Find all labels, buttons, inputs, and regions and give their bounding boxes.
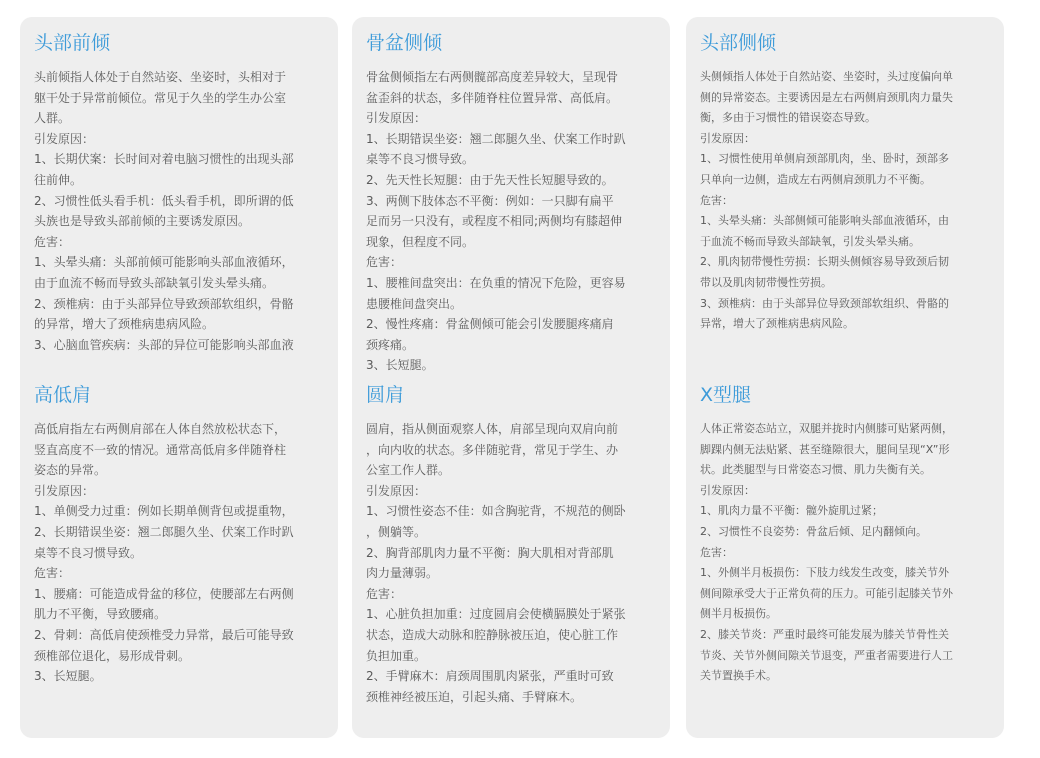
text-line: 状态，造成大动脉和腔静脉被压迫，使心脏工作	[366, 627, 619, 642]
text-line: 头族也是导致头部前倾的主要诱发原因。	[34, 214, 251, 229]
card-body	[700, 67, 990, 335]
card-title: 头部前倾	[34, 32, 111, 54]
text-line: 人群。	[34, 111, 71, 126]
text-line: ，侧躺等。	[366, 524, 427, 539]
text-line: 颈椎部位退化，易形成骨刺。	[34, 648, 191, 663]
text-line: 2、习惯性不良姿势：骨盆后倾、足内翻倾向。	[700, 524, 927, 538]
card-head-tilt	[686, 17, 1004, 375]
card-title: 高低肩	[34, 384, 92, 406]
text-line: 负担加重。	[366, 648, 427, 663]
text-line: 1、单侧受力过重：例如长期单侧背包或提重物，	[34, 504, 294, 519]
text-line: 2、肌肉韧带慢性劳损：长期头侧倾容易导致颈后韧	[700, 255, 949, 269]
text-line: 桌等不良习惯导致。	[366, 152, 475, 167]
card-title: 骨盆侧倾	[366, 32, 443, 54]
text-line: 只单向一边侧，造成左右两侧肩颈肌力不平衡。	[700, 172, 931, 186]
card-pelvic-tilt	[352, 17, 670, 375]
text-line: 肉力量薄弱。	[366, 566, 439, 581]
text-line: 头侧倾指人体处于自然站姿、坐姿时，头过度偏向单	[700, 70, 953, 83]
text-line: 关节置换手术。	[700, 669, 777, 683]
text-line: 2、骨刺：高低肩使颈椎受力异常，最后可能导致	[34, 627, 294, 642]
text-line: 于血流不畅而导致头部缺氧，引发头晕头痛。	[700, 234, 920, 248]
text-line: 节炎、关节外侧间隙关节退变，严重者需要进行人工	[700, 648, 953, 662]
text-line: 2、颈椎病：由于头部异位导致颈部软组织，骨骼	[34, 296, 294, 311]
text-line: 桌等不良习惯导致。	[34, 545, 143, 560]
text-line: 带以及肌肉韧带慢性劳损。	[700, 275, 832, 289]
text-line: 颈疼痛。	[366, 337, 415, 352]
text-line: 1、肌肉力量不平衡：髋外旋肌过紧；	[700, 504, 883, 518]
text-line: 足而另一只没有，或程度不相同;两侧均有膝超伸	[366, 214, 623, 229]
text-line: 1、习惯性姿态不佳：如含胸驼背，不规范的侧卧	[366, 504, 626, 519]
text-line: 引发原因：	[34, 131, 95, 146]
text-line: 盆歪斜的状态，多伴随脊柱位置异常、高低肩。	[366, 90, 619, 105]
text-line: 衡，多由于习惯性的错误姿态导致。	[700, 111, 876, 125]
text-line: 引发原因：	[700, 131, 755, 145]
card-body	[34, 419, 324, 687]
text-line: 脚踝内侧无法贴紧、甚至缝隙很大，腿间呈现“X”形	[700, 442, 950, 456]
card-body	[34, 67, 324, 355]
text-line: 危害：	[700, 545, 733, 559]
text-line: 的异常，增大了颈椎病患病风险。	[34, 317, 215, 332]
text-line: 3、心脑血管疾病：头部的异位可能影响头部血液	[34, 337, 294, 352]
text-line: 危害：	[34, 234, 71, 249]
text-line: 肌力不平衡，导致腰痛。	[34, 607, 167, 622]
text-line: 1、习惯性使用单侧肩颈部肌肉，坐、卧时，颈部多	[700, 152, 949, 166]
card-head-forward	[20, 17, 338, 375]
text-line: 颈椎神经被压迫，引起头痛、手臂麻木。	[366, 689, 583, 704]
text-line: 3、长短腿。	[366, 358, 434, 373]
text-line: 患腰椎间盘突出。	[366, 296, 463, 311]
text-line: 3、两侧下肢体态不平衡：例如：一只脚有扁平	[366, 193, 614, 208]
text-line: 1、长期错误坐姿：翘二郎腿久坐、伏案工作时趴	[366, 131, 626, 146]
text-line: 危害：	[700, 193, 733, 207]
text-line: 侧的异常姿态。主要诱因是左右两侧肩颈肌肉力量失	[700, 90, 953, 104]
text-line: 1、心脏负担加重：过度圆肩会使横膈膜处于紧张	[366, 607, 626, 622]
text-line: 2、先天性长短腿：由于先天性长短腿导致的。	[366, 172, 614, 187]
text-line: 引发原因：	[34, 483, 95, 498]
text-line: 1、头晕头痛：头部侧倾可能影响头部血液循环，由	[700, 214, 949, 228]
text-line: 2、长期错误坐姿：翘二郎腿久坐、伏案工作时趴	[34, 524, 294, 539]
card-title: 圆肩	[366, 384, 405, 406]
text-line: 高低肩指左右两侧肩部在人体自然放松状态下，	[34, 422, 287, 436]
text-line: 引发原因：	[366, 483, 427, 498]
text-line: 危害：	[366, 255, 403, 270]
text-line: 姿态的异常。	[34, 463, 107, 478]
card-x-legs	[686, 373, 1004, 738]
card-body	[366, 67, 656, 375]
text-line: 3、长短腿。	[34, 669, 102, 684]
text-line: 2、膝关节炎：严重时最终可能发展为膝关节骨性关	[700, 627, 949, 641]
text-line: 危害：	[366, 586, 403, 601]
text-line: 头前倾指人体处于自然站姿、坐姿时，头相对于	[34, 70, 287, 84]
text-line: 圆肩，指从侧面观察人体，肩部呈现向双肩向前	[366, 422, 619, 436]
text-line: 2、习惯性低头看手机：低头看手机，即所谓的低	[34, 193, 294, 208]
card-rounded-shoulders	[352, 373, 670, 738]
text-line: 1、外侧半月板损伤：下肢力线发生改变，膝关节外	[700, 566, 949, 580]
text-line: 状。此类腿型与日常姿态习惯、肌力失衡有关。	[700, 463, 931, 477]
text-line: 2、胸背部肌肉力量不平衡：胸大肌相对背部肌	[366, 545, 614, 560]
text-line: 躯干处于异常前倾位。常见于久坐的学生办公室	[34, 90, 287, 105]
text-line: 异常，增大了颈椎病患病风险。	[700, 317, 854, 331]
text-line: 现象，但程度不同。	[366, 234, 475, 249]
text-line: 由于血流不畅而导致头部缺氧引发头晕头痛。	[34, 275, 275, 290]
text-line: ，向内收的状态。多伴随驼背，常见于学生、办	[366, 442, 619, 457]
text-line: 人体正常姿态站立，双腿并拢时内侧膝可贴紧两侧，	[700, 422, 953, 435]
text-line: 侧半月板损伤。	[700, 607, 777, 621]
text-line: 侧间隙承受大于正常负荷的压力。可能引起膝关节外	[700, 586, 953, 600]
text-line: 1、腰椎间盘突出：在负重的情况下危险，更容易	[366, 275, 626, 290]
text-line: 1、长期伏案：长时间对着电脑习惯性的出现头部	[34, 152, 294, 167]
text-line: 3、颈椎病：由于头部异位导致颈部软组织、骨骼的	[700, 296, 949, 310]
text-line: 2、慢性疼痛：骨盆侧倾可能会引发腰腿疼痛肩	[366, 317, 614, 332]
text-line: 骨盆侧倾指左右两侧髋部高度差异较大，呈现骨	[366, 70, 619, 84]
text-line: 公室工作人群。	[366, 463, 451, 478]
card-uneven-shoulders	[20, 373, 338, 738]
text-line: 危害：	[34, 566, 71, 581]
text-line: 1、头晕头痛：头部前倾可能影响头部血液循环，	[34, 255, 294, 270]
text-line: 往前伸。	[34, 172, 83, 187]
card-body	[700, 419, 990, 687]
text-line: 引发原因：	[366, 111, 427, 126]
card-body	[366, 419, 656, 707]
text-line: 2、手臂麻木：肩颈周围肌肉紧张，严重时可致	[366, 669, 614, 684]
card-title: 头部侧倾	[700, 32, 777, 54]
card-title: X型腿	[700, 384, 752, 406]
text-line: 1、腰痛：可能造成骨盆的移位，使腰部左右两侧	[34, 586, 294, 601]
text-line: 竖直高度不一致的情况。通常高低肩多伴随脊柱	[34, 442, 287, 457]
text-line: 引发原因：	[700, 483, 755, 497]
